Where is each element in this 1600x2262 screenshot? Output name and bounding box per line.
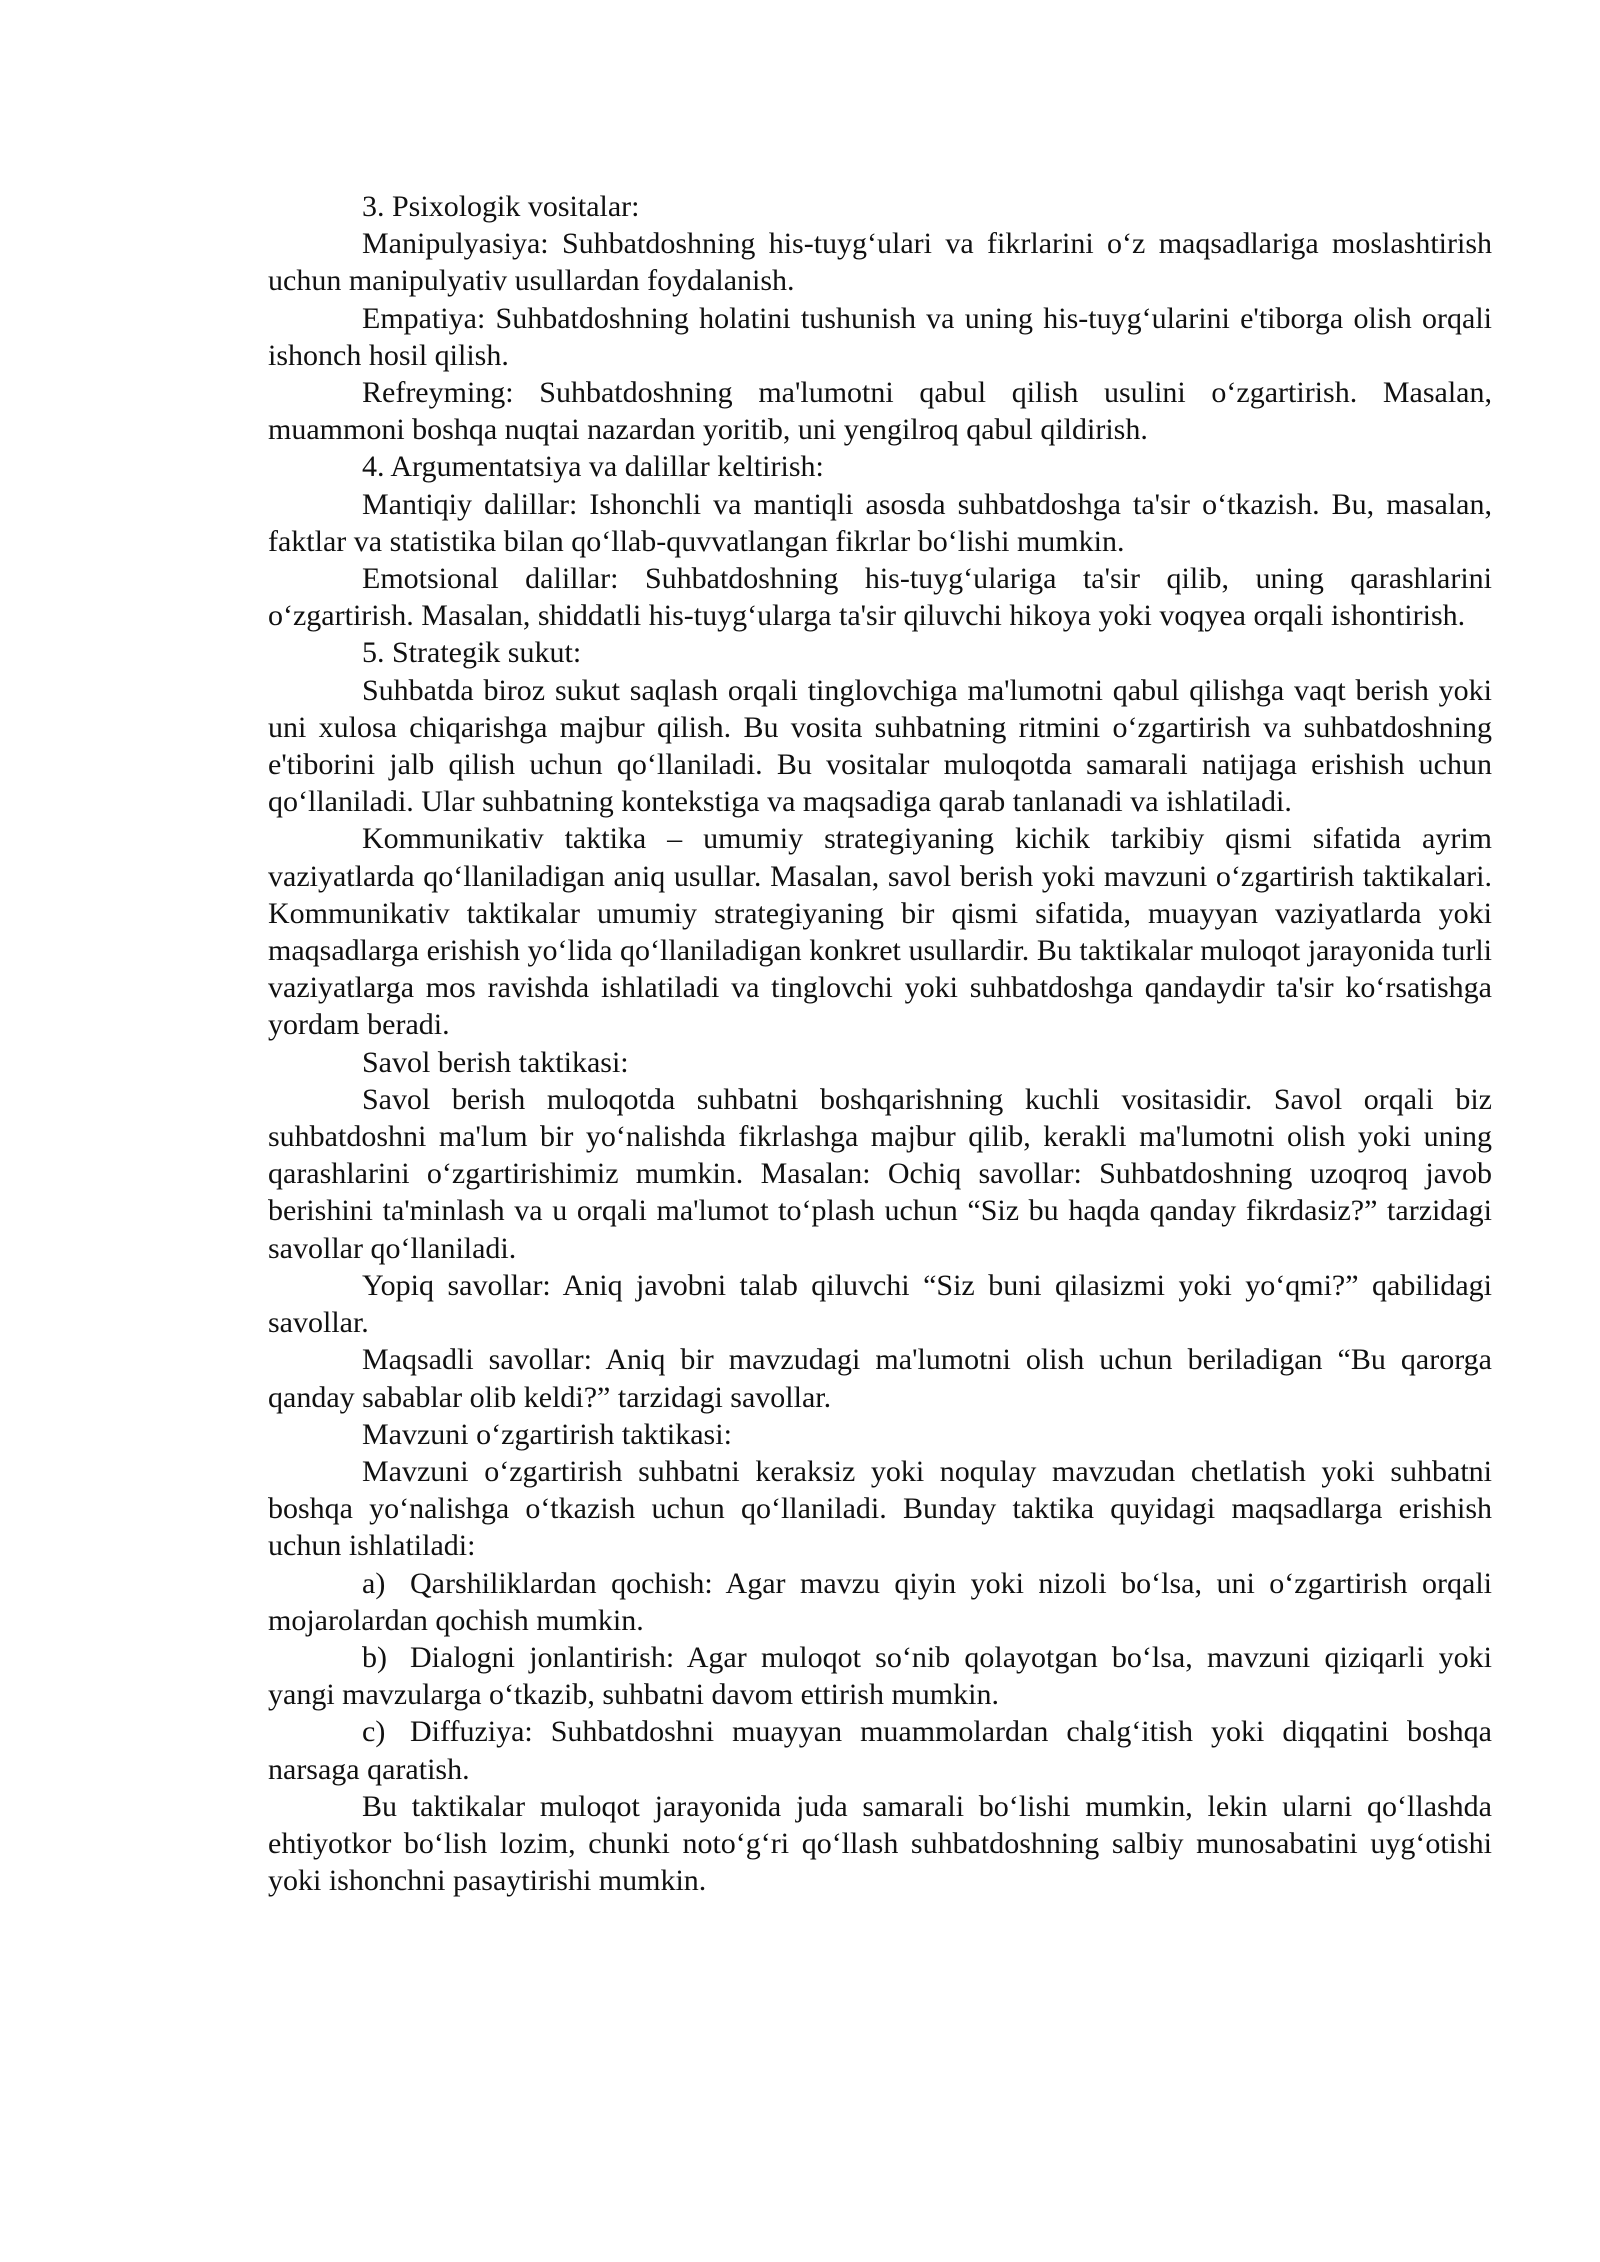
paragraph-targeted-questions: Maqsadli savollar: Aniq bir mavzudagi ma'lumotni olish uchun beriladigan “Bu qarorga qanday sabablar olib keldi?” tarzidagi savollar. (268, 1343, 1492, 1414)
section-heading-topic-change-tactics: Mavzuni o‘zgartirish taktikasi: (362, 1417, 732, 1451)
section-heading-psychological-tools: 3. Psixologik vositalar: (362, 190, 640, 223)
paragraph-logical-arguments: Mantiqiy dalillar: Ishonchli va mantiqli asosda suhbatdoshga ta'sir o‘tkazish. Bu, masalan, faktlar va statistika bilan qo‘llab-quvvatlangan fikrlar bo‘lishi mumkin. (268, 487, 1492, 558)
list-item-b (268, 1639, 1492, 1713)
paragraph-strategic-silence: Suhbatda biroz sukut saqlash orqali tinglovchiga ma'lumotni qabul qilishga vaqt berish yoki uni xulosa chiqarishga majbur qilish. Bu vosita suhbatning ritmini o‘zgartirish va suhbatdoshning e'tiborini jalb qilish uchun qo‘llaniladi. Bu vositalar muloqotda samarali natijaga erishish uchun qo‘llaniladi. Ular suhbatning kontekstiga va maqsadiga qarab tanlanadi va ishlatiladi. (268, 673, 1492, 819)
list-item-c (268, 1713, 1492, 1787)
paragraph-manipulation: Manipulyasiya: Suhbatdoshning his-tuyg‘ulari va fikrlarini o‘z maqsadlariga moslashtirish uchun manipulyativ usullardan foydalanish. (268, 227, 1492, 298)
document-page (268, 188, 1492, 1899)
paragraph-communicative-tactics: Kommunikativ taktika – umumiy strategiyaning kichik tarkibiy qismi sifatida ayrim vaziyatlarda qo‘llaniladigan aniq usullar. Masalan, savol berish yoki mavzuni o‘zgartirish taktikalari. Kommunikativ taktikalar umumiy strategiyaning bir qismi sifatida, muayyan vaziyatlarda yoki maqsadlarga erishish yo‘lida qo‘llaniladigan konkret usullardir. Bu taktikalar muloqot jarayonida turli vaziyatlarga mos ravishda ishlatiladi va tinglovchi yoki suhbatdoshga qandaydir ta'sir ko‘rsatishga yordam beradi. (268, 822, 1492, 1042)
paragraph-empathy: Empatiya: Suhbatdoshning holatini tushunish va uning his-tuyg‘ularini e'tiborga olish orqali ishonch hosil qilish. (268, 301, 1492, 372)
list-item-text: Diffuziya: Suhbatdoshni muayyan muammolardan chalg‘itish yoki diqqatini boshqa narsaga qaratish. (268, 1715, 1492, 1786)
section-heading-questioning-tactics: Savol berish taktikasi: (362, 1045, 629, 1079)
paragraph-reframing: Refreyming: Suhbatdoshning ma'lumotni qabul qilish usulini o‘zgartirish. Masalan, muammoni boshqa nuqtai nazardan yoritib, uni yengilroq qabul qildirish. (268, 376, 1492, 447)
paragraph-emotional-arguments: Emotsional dalillar: Suhbatdoshning his-tuyg‘ulariga ta'sir qilib, uning qarashlarini o‘zgartirish. Masalan, shiddatli his-tuyg‘ularga ta'sir qiluvchi hikoya yoki voqyea orqali ishontirish. (268, 562, 1492, 633)
paragraph-conclusion: Bu taktikalar muloqot jarayonida juda samarali bo‘lishi mumkin, lekin ularni qo‘llashda ehtiyotkor bo‘lish lozim, chunki noto‘g‘ri qo‘llash suhbatdoshning salbiy munosabatini uyg‘otishi yoki ishonchni pasaytirishi mumkin. (268, 1789, 1492, 1898)
list-item-text: Dialogni jonlantirish: Agar muloqot so‘nib qolayotgan bo‘lsa, mavzuni qiziqarli yoki yangi mavzularga o‘tkazib, suhbatni davom ettirish mumkin. (268, 1640, 1492, 1712)
paragraph-closed-questions: Yopiq savollar: Aniq javobni talab qiluvchi “Siz buni qilasizmi yoki yo‘qmi?” qabilidagi savollar. (268, 1268, 1492, 1340)
list-item-a (268, 1565, 1492, 1639)
section-heading-argumentation: 4. Argumentatsiya va dalillar keltirish: (362, 450, 824, 484)
list-marker: a) (362, 1566, 386, 1600)
list-item-text: Qarshiliklardan qochish: Agar mavzu qiyin yoki nizoli bo‘lsa, uni o‘zgartirish orqali mojarolardan qochish mumkin. (268, 1566, 1492, 1637)
section-heading-strategic-silence: 5. Strategik sukut: (362, 636, 582, 670)
list-marker: c) (362, 1715, 386, 1749)
paragraph-topic-change: Mavzuni o‘zgartirish suhbatni keraksiz yoki noqulay mavzudan chetlatish yoki suhbatni boshqa yo‘nalishga o‘tkazish uchun qo‘llaniladi. Bunday taktika quyidagi maqsadlarga erishish uchun ishlatiladi: (268, 1454, 1492, 1563)
list-marker: b) (362, 1640, 387, 1674)
paragraph-questioning: Savol berish muloqotda suhbatni boshqarishning kuchli vositasidir. Savol orqali biz suhbatdoshni ma'lum bir yo‘nalishda fikrlashga majbur qilib, kerakli ma'lumotni olish yoki uning qarashlarini o‘zgartirishimiz mumkin. Masalan: Ochiq savollar: Suhbatdoshning uzoqroq javob berishini ta'minlash va u orqali ma'lumot to‘plash uchun “Siz bu haqda qanday fikrdasiz?” tarzidagi savollar qo‘llaniladi. (268, 1082, 1492, 1265)
